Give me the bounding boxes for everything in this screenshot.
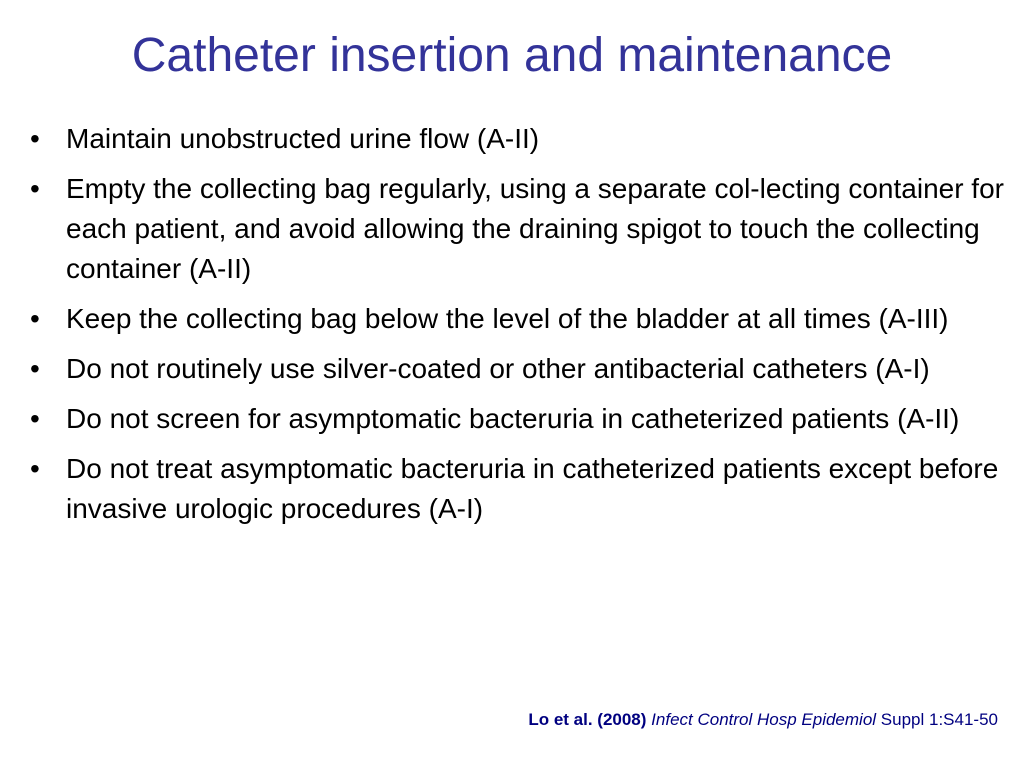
citation (528, 708, 998, 732)
bullet-text: Empty the collecting bag regularly, using a separate col-lecting container for each patient, and avoid allowing the draining spigot to touch the collecting container (A-II) (66, 173, 1004, 284)
bullet-text: Do not screen for asymptomatic bacteruria in catheterized patients (A-II) (66, 403, 960, 434)
bullet-text: Do not treat asymptomatic bacteruria in catheterized patients except before invasive urologic procedures (A-I) (66, 453, 999, 524)
bullet-text: Maintain unobstructed urine flow (A-II) (66, 123, 540, 154)
list-item (30, 449, 1005, 529)
bullet-icon: • (30, 453, 40, 484)
list-item (30, 119, 1005, 159)
bullet-text: Keep the collecting bag below the level of the bladder at all times (A-III) (66, 303, 949, 334)
list-item (30, 299, 1005, 339)
bullet-icon: • (30, 353, 40, 384)
citation-journal: Infect Control Hosp Epidemiol (651, 710, 877, 729)
bullet-icon: • (30, 173, 40, 204)
citation-details: Suppl 1:S41-50 (880, 710, 998, 729)
slide-title: Catheter insertion and maintenance (131, 29, 893, 82)
list-item (30, 169, 1005, 289)
bullet-icon: • (30, 403, 40, 434)
list-item (30, 399, 1005, 439)
bullet-list (30, 119, 1005, 539)
bullet-icon: • (30, 303, 40, 334)
bullet-text: Do not routinely use silver-coated or other antibacterial catheters (A-I) (66, 353, 930, 384)
citation-authors: Lo et al. (2008) (528, 710, 647, 729)
bullet-icon: • (30, 123, 40, 154)
list-item (30, 349, 1005, 389)
